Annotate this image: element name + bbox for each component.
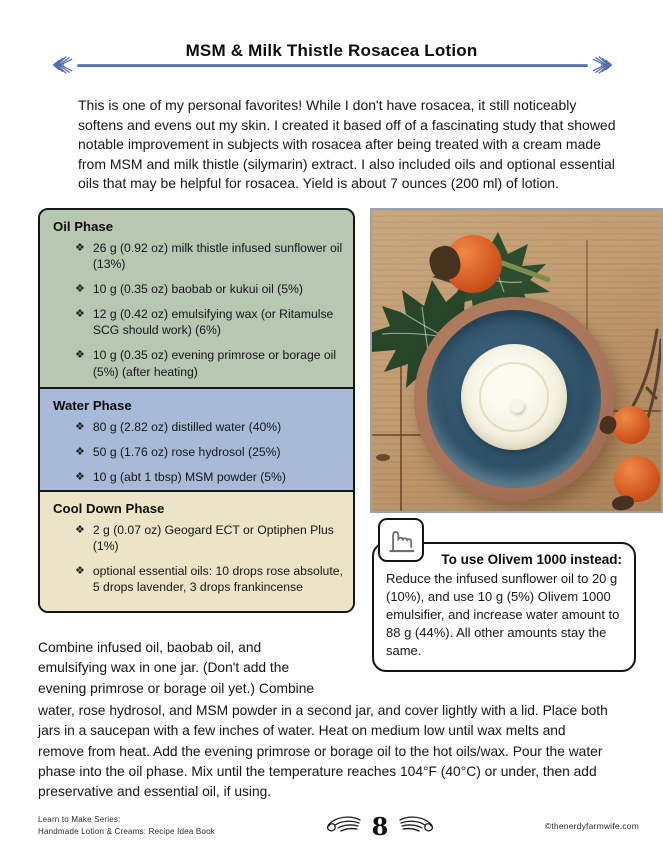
header-rule — [50, 54, 615, 76]
water-phase-section — [40, 387, 353, 490]
diamond-bullet-icon: ❖ — [75, 348, 85, 362]
ingredient-item — [75, 563, 343, 595]
ingredient-item — [75, 281, 343, 297]
diamond-bullet-icon: ❖ — [75, 523, 85, 536]
lotion-swirl — [461, 344, 567, 450]
page-title: MSM & Milk Thistle Rosacea Lotion — [185, 41, 478, 61]
lotion-swirl-ring — [479, 362, 549, 432]
ingredient-item — [75, 469, 343, 485]
ingredient-text: 50 g (1.76 oz) rose hydrosol (25%) — [92, 445, 281, 460]
header-rule-line — [77, 64, 588, 67]
flourish-right-icon — [397, 815, 437, 837]
ingredient-list — [53, 419, 343, 485]
footer-series-label — [38, 814, 215, 837]
instructions-paragraph-continued: water, rose hydrosol, and MSM powder in a second jar, and cover lightly with a lid. Place both jars in a saucepan with a few inches of water. Heat on medium low until wax melts and remove from heat. Add the evening primrose or borage oil to the hot oils/wax. Pour the water phase into the oil phase. Mix until the temperature reaches 104°F (40°C) or under, then add preservative and essential oil, if using. — [38, 702, 608, 800]
ingredient-item — [75, 347, 343, 379]
phase-title: Oil Phase — [53, 219, 114, 234]
ingredient-text: 10 g (0.35 oz) baobab or kukui oil (5%) — [92, 282, 303, 297]
page-footer — [38, 806, 639, 846]
ingredient-text: 80 g (2.82 oz) distilled water (40%) — [92, 420, 282, 434]
chevrons-right-icon — [591, 54, 615, 76]
tip-heading: To use Olivem 1000 instead: — [441, 552, 622, 567]
diamond-bullet-icon: ❖ — [75, 420, 85, 433]
instructions-paragraph-start: Combine infused oil, baobab oil, and emulsifying wax in one jar. (Don't add the evening primrose or borage oil yet.) Combine — [38, 639, 315, 697]
ingredient-text: 10 g (abt 1 tbsp) MSM powder (5%) — [92, 470, 286, 485]
ingredient-item — [75, 444, 343, 460]
ingredient-item — [75, 419, 343, 435]
ingredient-list — [53, 240, 343, 380]
ingredient-item — [75, 306, 343, 338]
footer-page-number-block — [323, 812, 438, 841]
ingredient-text: 10 g (0.35 oz) evening primrose or borage oil (5%) (after heating) — [92, 348, 337, 379]
olivem-tip-box — [372, 542, 636, 672]
diamond-bullet-icon: ❖ — [75, 307, 85, 321]
footer-copyright: ©thenerdyfarmwife.com — [544, 821, 639, 831]
ingredient-text: 12 g (0.42 oz) emulsifying wax (or Ritamulse SCG should work) (6%) — [92, 307, 334, 338]
intro-paragraph: This is one of my personal favorites! While I don't have rosacea, it still noticeably softens and evens out my skin. I created it based off of a fascinating study that showed notable improvement in subjects with rosacea after being treated with a cream made from MSM and milk thistle (silymarin) extract. I also included oils and optional essential oils that may be helpful for rosacea. Yield is about 7 ounces (200 ml) of lotion. — [78, 97, 616, 192]
footer-series-line1: Learn to Make Series: — [38, 815, 121, 825]
wood-knot — [376, 454, 390, 461]
ingredient-item — [75, 240, 343, 272]
diamond-bullet-icon: ❖ — [75, 470, 85, 484]
lotion-peak — [510, 399, 524, 413]
diamond-bullet-icon: ❖ — [75, 282, 85, 296]
page-number: 8 — [371, 811, 389, 841]
cool-down-phase-section — [40, 490, 353, 611]
ingredient-text: 2 g (0.07 oz) Geogard ECT or Optiphen Plus (1%) — [92, 523, 334, 554]
footer-series-line2: Handmade Lotion & Creams: Recipe Idea Book — [38, 827, 215, 836]
flourish-left-icon — [323, 815, 363, 837]
phase-title: Cool Down Phase — [53, 501, 165, 516]
pointing-hand-icon — [378, 518, 424, 562]
recipe-photo — [370, 208, 663, 513]
oil-phase-section — [40, 210, 353, 387]
chevrons-left-icon — [50, 54, 74, 76]
ingredient-phases-box — [38, 208, 355, 613]
phase-title: Water Phase — [53, 398, 132, 413]
ingredient-text: 26 g (0.92 oz) milk thistle infused sunflower oil (13%) — [92, 241, 343, 272]
ingredient-list — [53, 522, 343, 595]
tip-body: Reduce the infused sunflower oil to 20 g (10%), and use 10 g (5%) Olivem 1000 emulsifier, and increase water amount to 88 g (44%). All other amounts stay the same. — [386, 571, 620, 658]
rosehip — [612, 406, 650, 444]
diamond-bullet-icon: ❖ — [75, 564, 85, 578]
ingredient-text: optional essential oils: 10 drops rose absolute, 5 drops lavender, 3 drops frankincense — [92, 564, 343, 595]
diamond-bullet-icon: ❖ — [75, 445, 85, 459]
ingredient-item — [75, 522, 343, 554]
diamond-bullet-icon: ❖ — [75, 241, 85, 254]
